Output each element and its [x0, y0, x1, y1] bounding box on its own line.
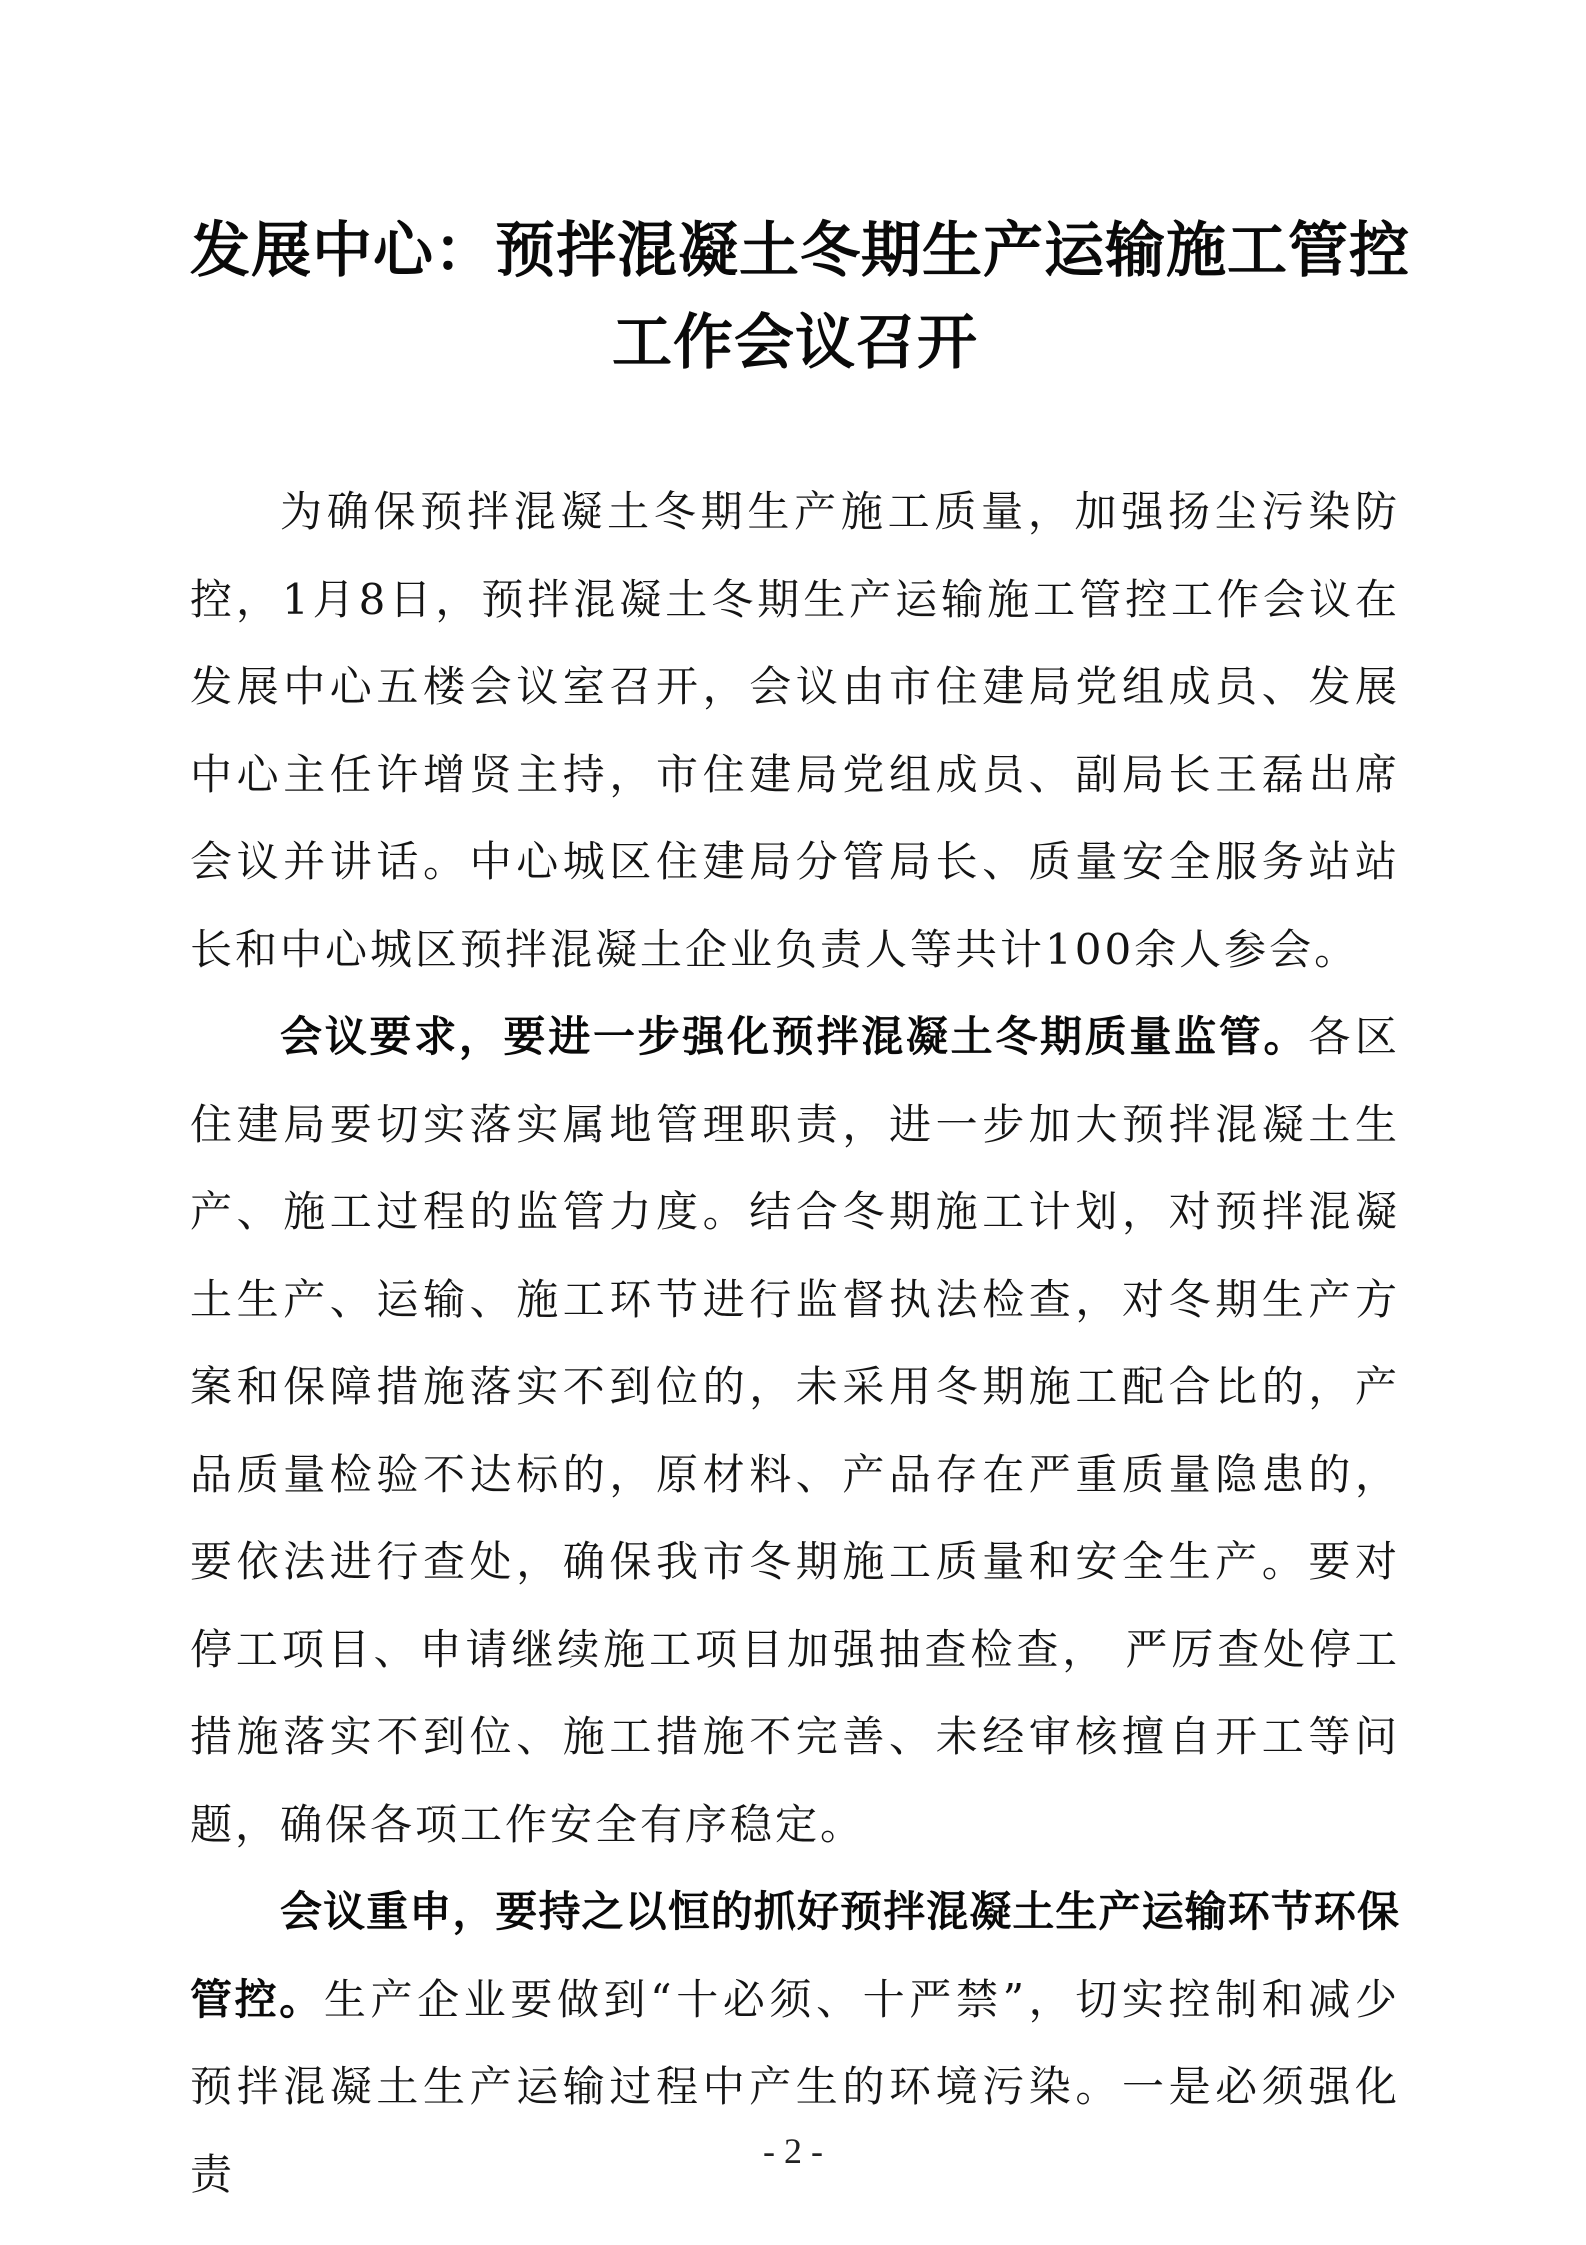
document-body	[190, 468, 1400, 2218]
paragraph-lead: 会议要求，要进一步强化预拌混凝土冬期质量监管。	[280, 1012, 1309, 1061]
paragraph-text: 各区住建局要切实落实属地管理职责，进一步加大预拌混凝土生产、施工过程的监管力度。结合冬期施工计划，对预拌混凝土生产、运输、施工环节进行监督执法检查，对冬期生产方案和保障措施落实不到位的，未采用冬期施工配合比的，产品质量检验不达标的，原材料、产品存在严重质量隐患的，要依法进行查处，确保我市冬期施工质量和安全生产。要对停工项目、申请继续施工项目加强抽查检查， 严厉查处停工措施落实不到位、施工措施不完善、未经审核擅自开工等问题，确保各项工作安全有序稳定。	[190, 1012, 1400, 1849]
document-title	[190, 205, 1410, 389]
paragraph-text: 生产企业要做到“十必须、十严禁”，切实控制和减少预拌混凝土生产运输过程中产生的环境污染。一是必须强化责	[190, 1974, 1400, 2199]
title-line-2: 工作会议召开	[612, 308, 978, 378]
paragraph-intro	[190, 468, 1400, 993]
page-number: - 2 -	[763, 2131, 823, 2171]
paragraph-requirements	[190, 993, 1400, 1868]
paragraph-text: 为确保预拌混凝土冬期生产施工质量，加强扬尘污染防控，1月8日，预拌混凝土冬期生产运输施工管控工作会议在发展中心五楼会议室召开，会议由市住建局党组成员、发展中心主任许增贤主持，市住建局党组成员、副局长王磊出席会议并讲话。中心城区住建局分管局长、质量安全服务站站长和中心城区预拌混凝土企业负责人等共计100余人参会。	[190, 487, 1400, 974]
paragraph-lead: 会议重申，要持之以恒的抓好预拌混凝土生产运输环节环保管控。	[190, 1887, 1400, 2024]
title-line-1: 发展中心：预拌混凝土冬期生产运输施工管控	[190, 216, 1410, 286]
